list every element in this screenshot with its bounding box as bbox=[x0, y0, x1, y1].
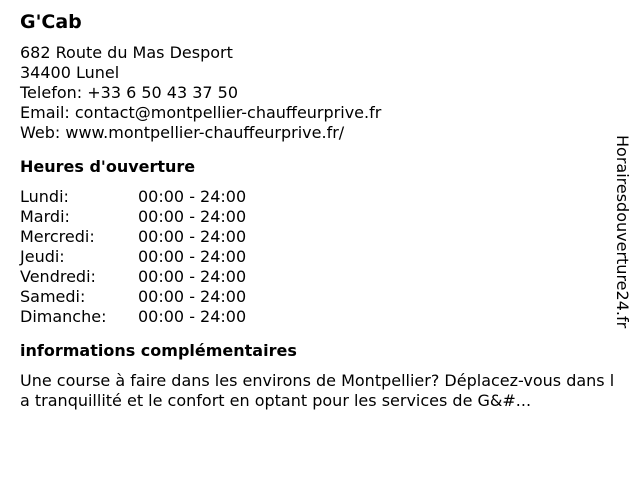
address-street: 682 Route du Mas Desport bbox=[20, 43, 233, 62]
day-label: Lundi: bbox=[20, 187, 69, 206]
time-range: 00:00 - 24:00 bbox=[138, 267, 247, 286]
day-label: Mardi: bbox=[20, 207, 70, 226]
day-label: Mercredi: bbox=[20, 227, 95, 246]
time-range: 00:00 - 24:00 bbox=[138, 227, 247, 246]
info-description: Une course à faire dans les environs de Montpellier? Déplacez-vous dans la tranquillité et le confort en optant pour les services de G&#... bbox=[20, 371, 615, 410]
business-details bbox=[20, 9, 620, 411]
day-label: Dimanche: bbox=[20, 307, 107, 326]
info-heading: informations complémentaires bbox=[20, 341, 297, 360]
day-label: Jeudi: bbox=[20, 247, 65, 266]
hours-heading: Heures d'ouverture bbox=[20, 157, 196, 176]
day-label: Vendredi: bbox=[20, 267, 96, 286]
hours-row-wednesday bbox=[20, 227, 620, 247]
hours-row-sunday bbox=[20, 307, 620, 327]
business-name: G'Cab bbox=[20, 11, 82, 33]
time-range: 00:00 - 24:00 bbox=[138, 207, 247, 226]
time-range: 00:00 - 24:00 bbox=[138, 287, 247, 306]
day-label: Samedi: bbox=[20, 287, 86, 306]
hours-row-saturday bbox=[20, 287, 620, 307]
hours-table bbox=[20, 187, 620, 327]
time-range: 00:00 - 24:00 bbox=[138, 247, 247, 266]
hours-row-tuesday bbox=[20, 207, 620, 227]
web-line: Web: www.montpellier-chauffeurprive.fr/ bbox=[20, 123, 345, 142]
time-range: 00:00 - 24:00 bbox=[138, 307, 247, 326]
hours-row-monday bbox=[20, 187, 620, 207]
hours-row-friday bbox=[20, 267, 620, 287]
hours-row-thursday bbox=[20, 247, 620, 267]
email-line: Email: contact@montpellier-chauffeurprive.fr bbox=[20, 103, 382, 122]
address-city: 34400 Lunel bbox=[20, 63, 120, 82]
watermark-text: Horairesdouverture24.fr bbox=[613, 135, 632, 329]
phone-line: Telefon: +33 6 50 43 37 50 bbox=[20, 83, 239, 102]
time-range: 00:00 - 24:00 bbox=[138, 187, 247, 206]
